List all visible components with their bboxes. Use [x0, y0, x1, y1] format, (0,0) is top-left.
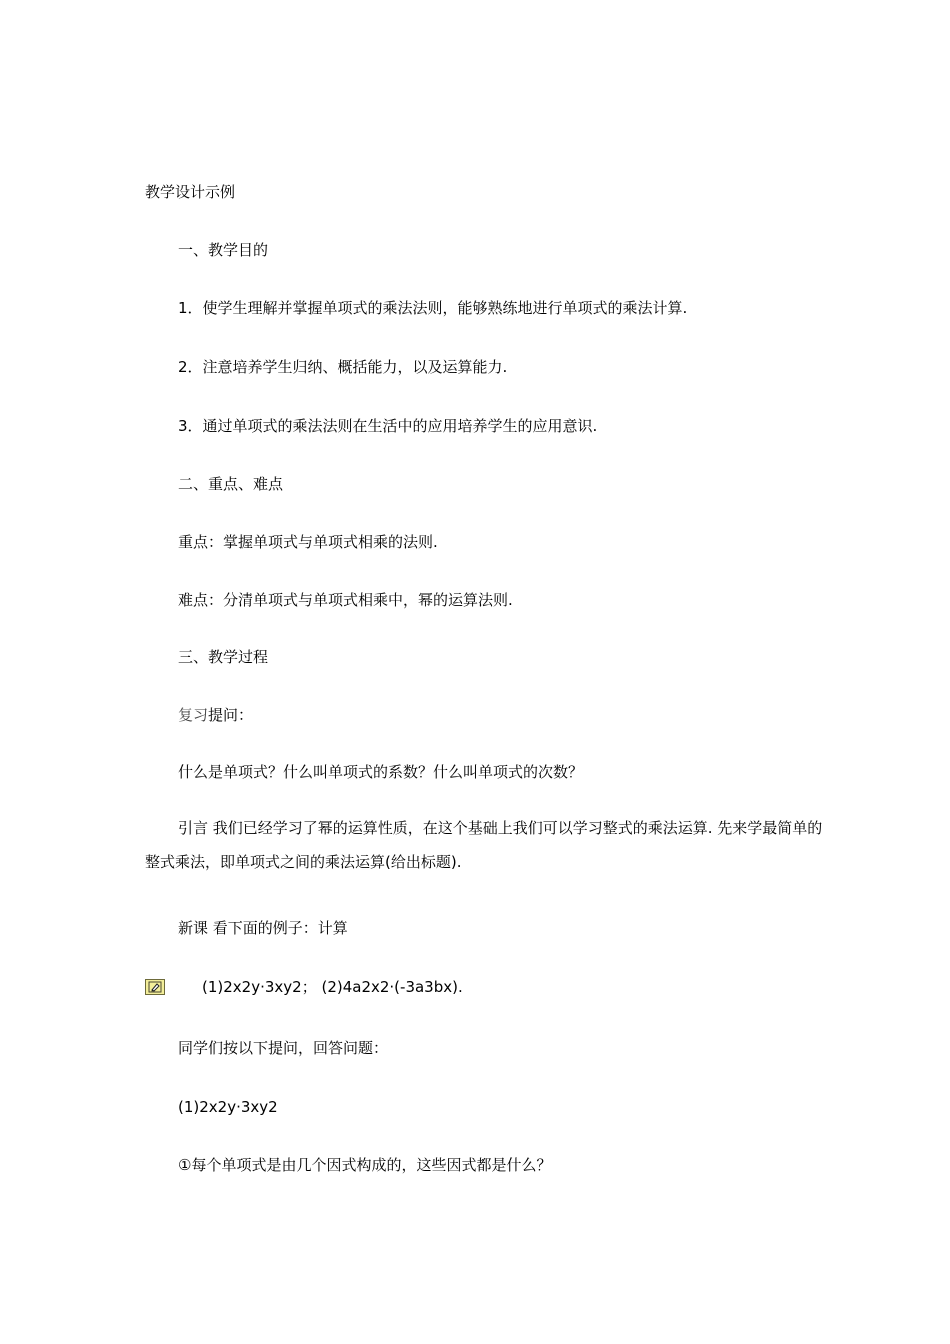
formula-row — [145, 976, 463, 998]
section-heading-key-points: 二、重点、难点 — [178, 475, 284, 493]
example-formulas: (1)2x2y·3xy2； (2)4a2x2·(-3a3bx). — [202, 978, 463, 996]
new-lesson-text: 新课 看下面的例子：计算 — [178, 919, 348, 937]
pen-icon — [148, 981, 162, 993]
objective-item: 2．注意培养学生归纳、概括能力，以及运算能力. — [178, 358, 508, 376]
review-questions: 什么是单项式？什么叫单项式的系数？什么叫单项式的次数？ — [178, 763, 584, 781]
document-title: 教学设计示例 — [145, 183, 236, 201]
sub-question: ①每个单项式是由几个因式构成的，这些因式都是什么？ — [178, 1156, 552, 1174]
example-expression: (1)2x2y·3xy2 — [178, 1098, 278, 1116]
section-heading-process: 三、教学过程 — [178, 648, 269, 666]
intro-paragraph: 引言 我们已经学习了幂的运算性质，在这个基础上我们可以学习整式的乘法运算. 先来学最简单的整式乘法，即单项式之间的乘法运算(给出标题). — [145, 819, 823, 871]
objective-item: 3．通过单项式的乘法法则在生活中的应用培养学生的应用意识. — [178, 417, 598, 435]
review-label — [178, 705, 253, 725]
review-word: 复习 — [178, 706, 209, 724]
difficulty-text: 难点：分清单项式与单项式相乘中，幂的运算法则. — [178, 591, 513, 609]
section-heading-objectives: 一、教学目的 — [178, 241, 269, 259]
key-point-text: 重点：掌握单项式与单项式相乘的法则. — [178, 533, 438, 551]
prompt-text: 同学们按以下提问，回答问题： — [178, 1039, 389, 1057]
review-question-word: 提问： — [208, 706, 254, 724]
objective-item: 1．使学生理解并掌握单项式的乘法法则，能够熟练地进行单项式的乘法计算. — [178, 299, 688, 317]
equation-object-icon[interactable] — [145, 979, 165, 995]
